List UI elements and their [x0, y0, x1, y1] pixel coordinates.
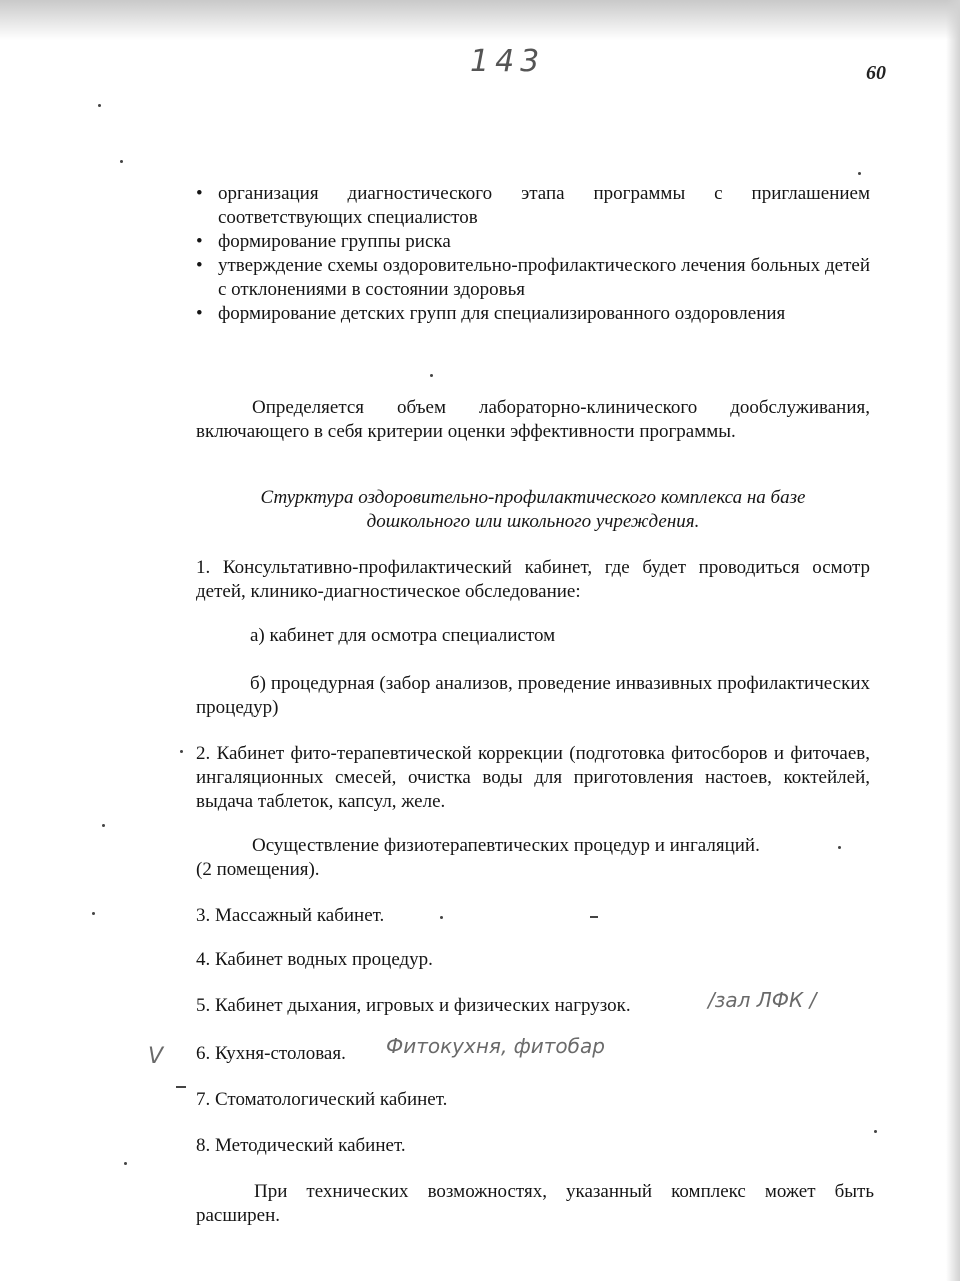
- scan-speck: [120, 160, 123, 163]
- item-7: 7. Стоматологический кабинет.: [196, 1089, 448, 1110]
- scan-right-shadow: [946, 0, 960, 1281]
- bullet-icon: •: [196, 231, 203, 252]
- physio-line-1: Осуществление физиотерапевтических процедур и ингаляций.: [252, 835, 760, 856]
- scan-top-shadow: [0, 0, 960, 40]
- physio-line-2: (2 помещения).: [196, 859, 320, 880]
- item-1-a: а) кабинет для осмотра специалистом: [250, 625, 556, 646]
- margin-check-mark: V: [148, 1044, 164, 1069]
- scan-speck: [98, 104, 101, 107]
- scan-speck: [440, 916, 443, 919]
- item-5-annotation: /зал ЛФК /: [708, 988, 817, 1012]
- scan-speck: [590, 916, 598, 918]
- bullet-item-3: [196, 254, 870, 302]
- scan-speck: [858, 172, 861, 175]
- bullet-text: организация диагностического этапа программы с приглашением соответствующих специалистов: [218, 183, 870, 228]
- structure-title-line-1: Стурктура оздоровительно-профилактического комплекса на базе: [260, 487, 806, 508]
- item-2: 2. Кабинет фито-терапевтической коррекции (подготовка фитосборов и фиточаев, ингаляционных смесей, очистка воды для приготовления настоев, коктейлей, выдача таблеток, капсул, желе.: [196, 743, 870, 812]
- bullet-icon: •: [196, 255, 203, 276]
- closing-paragraph: При технических возможностях, указанный комплекс может быть расширен.: [196, 1181, 874, 1226]
- scan-speck: [874, 1130, 877, 1133]
- scan-speck: [180, 750, 183, 753]
- scan-speck: [124, 1162, 127, 1165]
- bullet-icon: •: [196, 183, 203, 204]
- bullet-text: формирование группы риска: [218, 231, 451, 252]
- bullet-item-4: [196, 302, 870, 326]
- structure-title: [196, 486, 870, 534]
- bullet-text: формирование детских групп для специализированного оздоровления: [218, 303, 786, 324]
- item-1-b: б) процедурная (забор анализов, проведение инвазивных профилактических процедур): [196, 673, 870, 718]
- bullet-text: утверждение схемы оздоровительно-профилактического лечения больных детей с отклонениями в состоянии здоровья: [218, 255, 870, 300]
- item-8: 8. Методический кабинет.: [196, 1135, 406, 1156]
- bullet-item-2: [196, 230, 870, 254]
- scan-speck: [102, 824, 105, 827]
- item-6: 6. Кухня-столовая.: [196, 1043, 346, 1064]
- item-5: 5. Кабинет дыхания, игровых и физических нагрузок.: [196, 995, 631, 1016]
- handwritten-number: 143: [470, 44, 546, 79]
- physio-paragraph: [196, 834, 870, 882]
- bullet-icon: •: [196, 303, 203, 324]
- bullet-item-1: [196, 182, 870, 230]
- scan-speck: [838, 846, 841, 849]
- scan-speck: [92, 912, 95, 915]
- structure-title-line-2: дошкольного или школьного учреждения.: [366, 511, 700, 532]
- scan-speck: [176, 1086, 186, 1088]
- paragraph-lab-service: Определяется объем лабораторно-клинического дообслуживания, включающего в себя критерии оценки эффективности программы.: [196, 397, 870, 442]
- item-1: 1. Консультативно-профилактический кабинет, где будет проводиться осмотр детей, клинико-диагностическое обследование:: [196, 557, 870, 602]
- item-3: 3. Массажный кабинет.: [196, 905, 385, 926]
- scan-speck: [430, 374, 433, 377]
- item-6-annotation: Фитокухня, фитобар: [386, 1034, 605, 1058]
- page-number: 60: [866, 62, 886, 84]
- item-4: 4. Кабинет водных процедур.: [196, 949, 433, 970]
- bullet-list: [196, 182, 870, 326]
